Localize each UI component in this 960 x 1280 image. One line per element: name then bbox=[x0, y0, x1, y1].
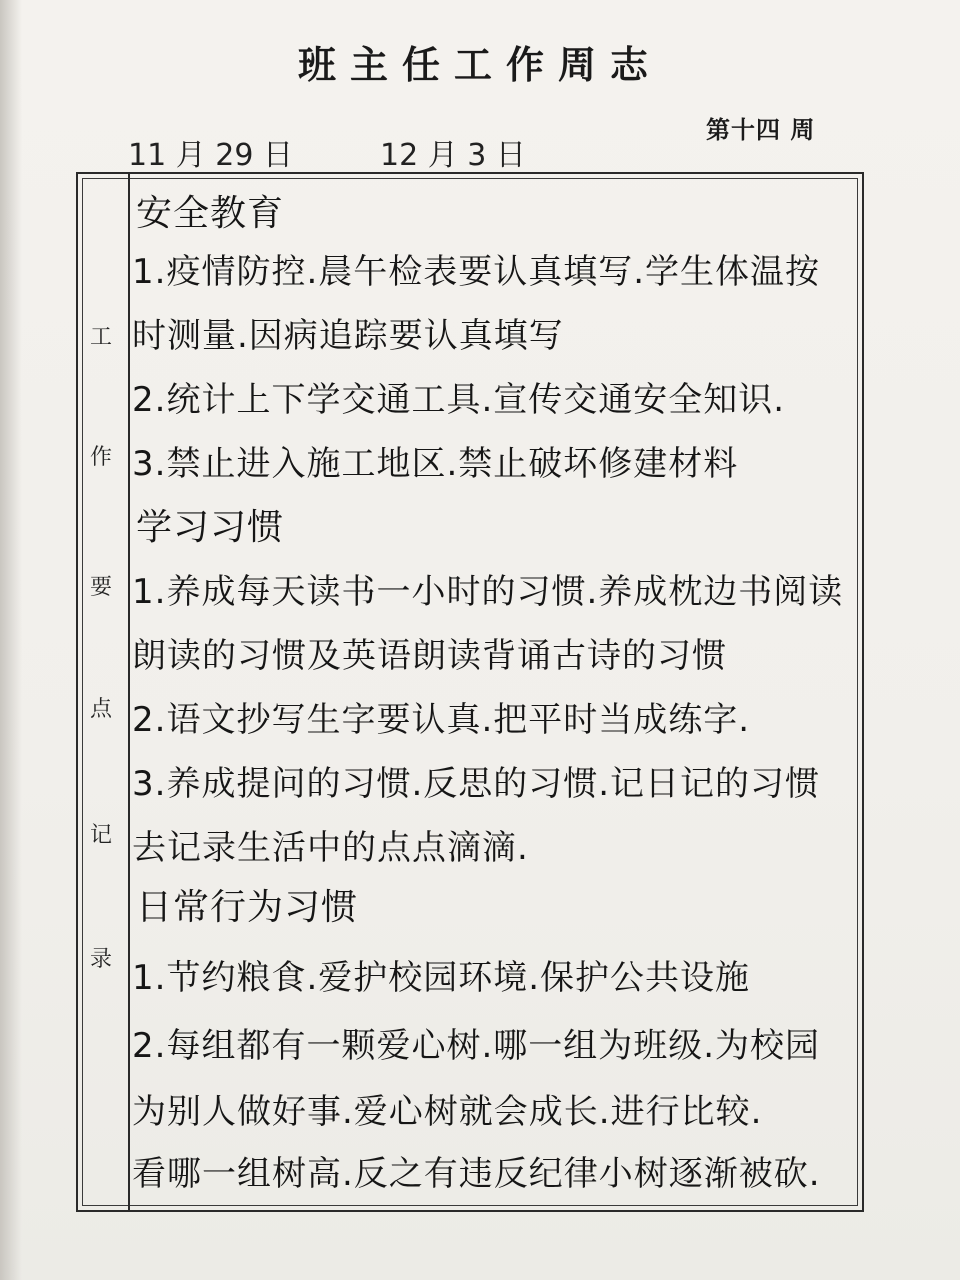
side-label-column bbox=[76, 172, 126, 1212]
section-heading: 日常行为习惯 bbox=[136, 887, 359, 928]
date-end: 12 月 3 日 bbox=[380, 138, 526, 173]
page-title: 班主任工作周志 bbox=[297, 42, 662, 87]
side-label: 点 bbox=[89, 697, 112, 722]
week-number: 第十四 周 bbox=[706, 115, 816, 144]
note-line: 2.每组都有一颗爱心树.哪一组为班级.为校园 bbox=[132, 1026, 821, 1066]
column-divider bbox=[128, 174, 130, 1210]
side-label: 录 bbox=[89, 947, 112, 972]
side-label: 要 bbox=[89, 575, 112, 600]
note-line: 2.语文抄写生字要认真.把平时当成练字. bbox=[132, 700, 751, 740]
page-binding-shadow bbox=[0, 0, 22, 1280]
section-heading: 安全教育 bbox=[136, 193, 285, 234]
side-label: 作 bbox=[89, 445, 112, 470]
note-line: 看哪一组树高.反之有违反纪律小树逐渐被砍. bbox=[132, 1154, 821, 1194]
note-line: 2.统计上下学交通工具.宣传交通安全知识. bbox=[132, 380, 786, 420]
date-start: 11 月 29 日 bbox=[128, 138, 293, 173]
note-line: 3.养成提问的习惯.反思的习惯.记日记的习惯 bbox=[132, 764, 821, 804]
note-line: 1.节约粮食.爱护校园环境.保护公共设施 bbox=[132, 958, 751, 998]
note-line: 3.禁止进入施工地区.禁止破坏修建材料 bbox=[132, 444, 739, 484]
note-line: 朗读的习惯及英语朗读背诵古诗的习惯 bbox=[132, 636, 727, 676]
note-line: 去记录生活中的点点滴滴. bbox=[132, 828, 529, 868]
side-label: 工 bbox=[89, 325, 112, 350]
note-line: 1.疫情防控.晨午检表要认真填写.学生体温按 bbox=[132, 252, 821, 292]
note-line: 时测量.因病追踪要认真填写 bbox=[132, 316, 564, 356]
note-line: 1.养成每天读书一小时的习惯.养成枕边书阅读 bbox=[132, 572, 844, 612]
side-label: 记 bbox=[89, 823, 112, 848]
note-line: 为别人做好事.爱心树就会成长.进行比较. bbox=[132, 1092, 763, 1132]
section-heading: 学习习惯 bbox=[136, 507, 285, 548]
